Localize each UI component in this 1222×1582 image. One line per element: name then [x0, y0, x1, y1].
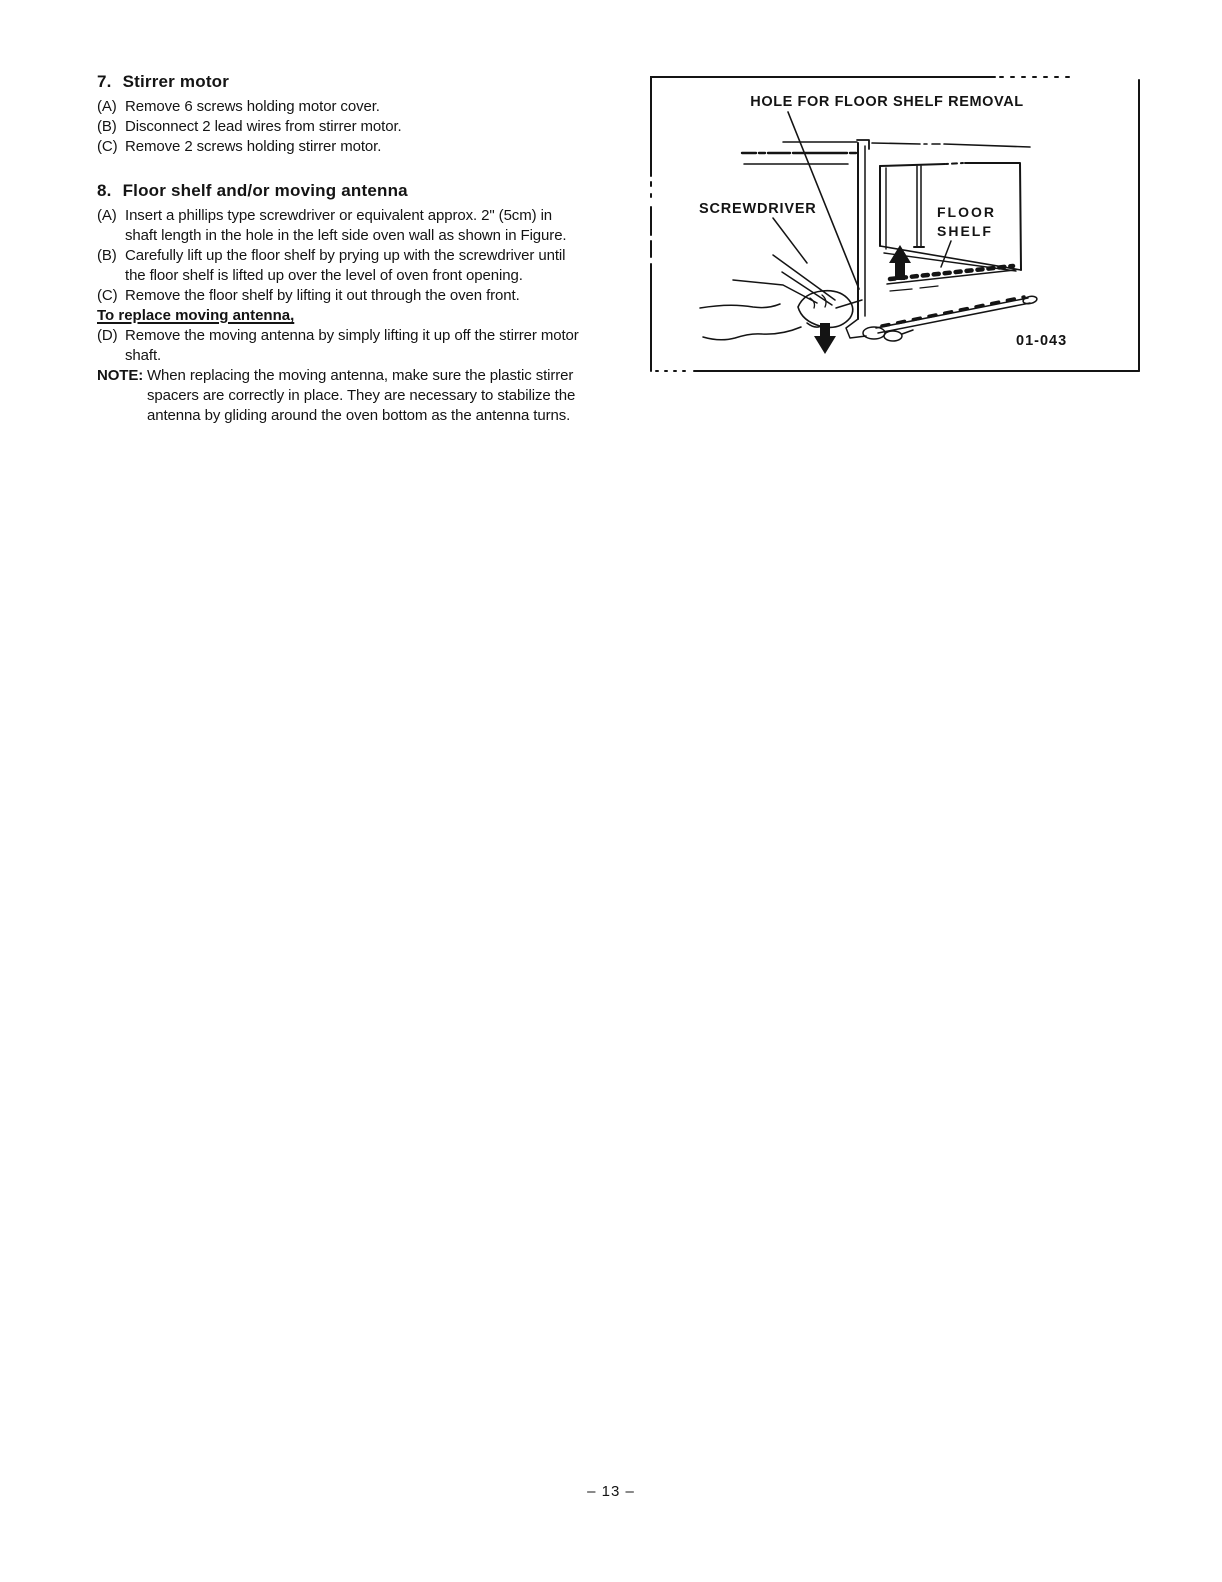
list-item [97, 117, 583, 137]
item-label: (D) [97, 327, 118, 344]
note-text: When replacing the moving antenna, make sure the plastic stirrer spacers are correctly in place. They are necessary to stabilize the antenna by gliding around the oven bottom as the antenna turns. [147, 367, 576, 424]
item-text: Carefully lift up the floor shelf by prying up with the screwdriver until the floor shelf is lifted up over the level of oven front opening. [125, 247, 566, 284]
list-item [97, 137, 583, 157]
oven-top-front-edge [872, 143, 1030, 147]
instructions-column [97, 72, 583, 450]
item-text: Insert a phillips type screwdriver or equivalent approx. 2" (5cm) in shaft length in the hole in the left side oven wall as shown in Figure. [125, 207, 567, 244]
screwdriver-label: SCREWDRIVER [699, 201, 817, 217]
item-text: Remove the moving antenna by simply lifting it up off the stirrer motor shaft. [125, 327, 579, 364]
figure-floor-shelf-removal [650, 76, 1140, 372]
list-item [97, 206, 583, 246]
list-item [97, 286, 583, 306]
section-floor-shelf [97, 181, 583, 426]
floor-shelf-label-line1: FLOOR [937, 204, 996, 220]
item-label: (B) [97, 118, 117, 135]
oven-front-bottom-rail [876, 295, 1038, 333]
replace-antenna-subheading: To replace moving antenna, [97, 307, 295, 324]
section-7-number: 7. [97, 72, 112, 91]
section-7-heading [97, 72, 583, 92]
item-text: Remove the floor shelf by lifting it out through the oven front. [125, 287, 520, 304]
note-block [97, 366, 583, 426]
item-label: (A) [97, 207, 117, 224]
note-label: NOTE: [97, 367, 144, 384]
item-text: Remove 6 screws holding motor cover. [125, 98, 380, 115]
figure-id-label: 01-043 [1016, 333, 1068, 349]
oven-top-edges [742, 140, 869, 164]
list-item [97, 97, 583, 117]
oven-left-wall-edge [858, 143, 865, 319]
section-7-title: Stirrer motor [122, 72, 230, 91]
item-text: Remove 2 screws holding stirrer motor. [125, 138, 382, 155]
section-8-heading [97, 181, 583, 201]
floor-shelf-label-line2: SHELF [937, 223, 993, 239]
oven-line-drawing [650, 76, 1140, 372]
hole-label: HOLE FOR FLOOR SHELF REMOVAL [750, 94, 1024, 110]
figure-border [651, 76, 1139, 371]
item-label: (A) [97, 98, 117, 115]
floor-shelf-front-edge [887, 266, 1015, 291]
section-8-number: 8. [97, 181, 112, 200]
item-label: (C) [97, 287, 118, 304]
floor-shelf-leader-line [941, 241, 951, 267]
item-label: (C) [97, 138, 118, 155]
antenna-shaft [914, 166, 924, 247]
page-number: – 13 – [587, 1483, 635, 1500]
list-item [97, 246, 583, 286]
list-item [97, 326, 583, 366]
item-text: Disconnect 2 lead wires from stirrer motor. [125, 118, 402, 135]
item-label: (B) [97, 247, 117, 264]
section-stirrer-motor [97, 72, 583, 157]
section-8-title: Floor shelf and/or moving antenna [122, 181, 408, 200]
